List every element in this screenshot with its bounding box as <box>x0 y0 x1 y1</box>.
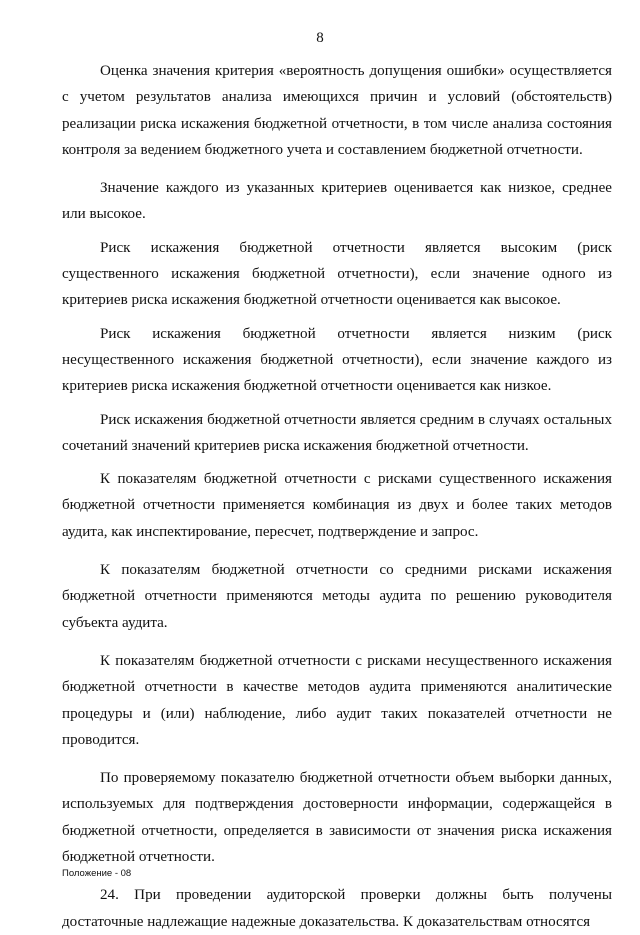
paragraph-significant-risk-methods: К показателям бюджетной отчетности с рисками существенного искажения бюджетной отчетности применяется комбинация из двух и более таких методов аудита, как инспектирование, пересчет, подтверждение и запрос. <box>62 471 612 540</box>
page-footer: Положение - 08 <box>62 868 132 879</box>
paragraph-medium-risk-methods: К показателям бюджетной отчетности со средними рисками искажения бюджетной отчетности применяются методы аудита по решению руководителя субъекта аудита. <box>62 562 612 631</box>
paragraph-insignificant-risk-methods: К показателям бюджетной отчетности с рисками несущественного искажения бюджетной отчетности в качестве методов аудита применяются аналитические процедуры и (или) наблюдение, либо аудит таких показателей отчетности не проводится. <box>62 652 612 748</box>
document-body <box>62 58 612 935</box>
paragraph-low-risk: Риск искажения бюджетной отчетности является низким (риск несущественного искажения бюджетной отчетности), если значение каждого из критериев риска искажения бюджетной отчетности оценивается как низкое. <box>62 325 612 395</box>
paragraph-medium-risk: Риск искажения бюджетной отчетности является средним в случаях остальных сочетаний значений критериев риска искажения бюджетной отчетности. <box>62 411 612 454</box>
paragraph-item-24: 24. При проведении аудиторской проверки должны быть получены достаточные надлежащие надежные доказательства. К доказательствам относятся <box>62 887 612 930</box>
paragraph-sample-size: По проверяемому показателю бюджетной отчетности объем выборки данных, используемых для подтверждения достоверности информации, содержащейся в бюджетной отчетности, определяется в зависимости от значения риска искажения бюджетной отчетности. <box>62 770 612 866</box>
paragraph-probability-of-error: Оценка значения критерия «вероятность допущения ошибки» осуществляется с учетом результатов анализа имеющихся причин и условий (обстоятельств) реализации риска искажения бюджетной отчетности, в том числе анализа состояния контроля за ведением бюджетного учета и составлением бюджетной отчетности. <box>62 63 612 158</box>
page-number: 8 <box>316 30 324 46</box>
paragraph-high-risk: Риск искажения бюджетной отчетности является высоким (риск существенного искажения бюджетной отчетности), если значение одного из критериев риска искажения бюджетной отчетности оценивается как высокое. <box>62 239 612 309</box>
paragraph-criteria-values: Значение каждого из указанных критериев оценивается как низкое, среднее или высокое. <box>62 180 612 223</box>
